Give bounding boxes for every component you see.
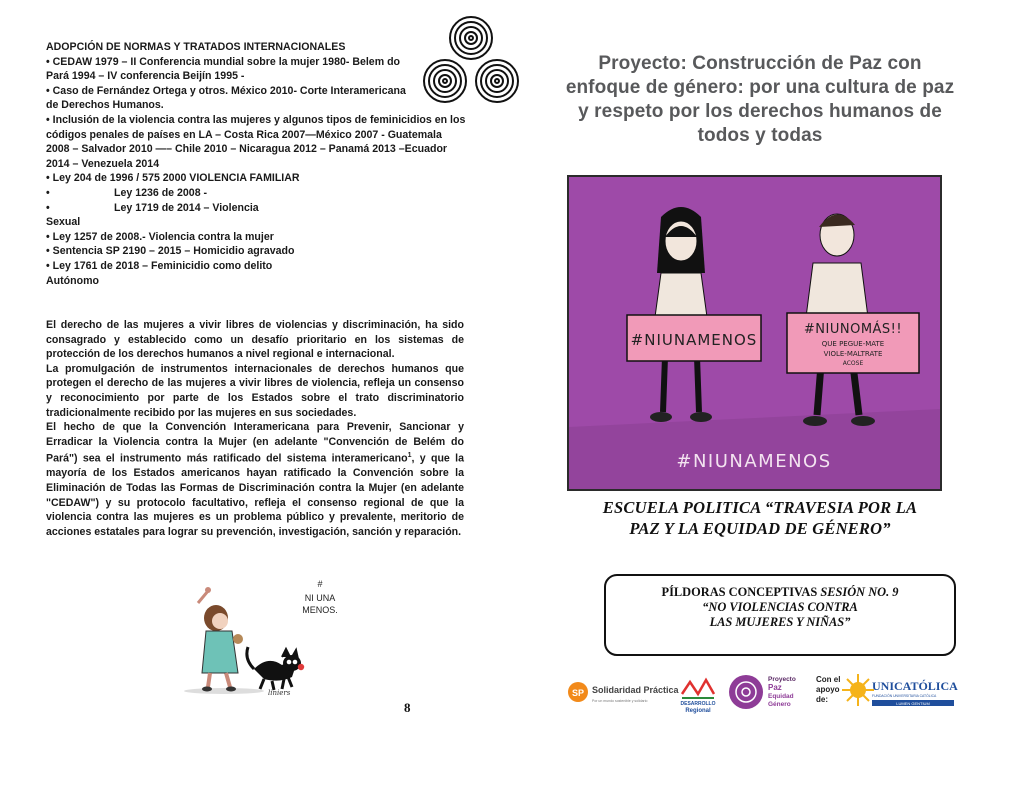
- bottom-hashtag: #NIUNAMENOS: [676, 451, 832, 472]
- school-title: ESCUELA POLITICA “TRAVESIA POR LA PAZ Y LA EQUIDAD DE GÉNERO”: [602, 498, 918, 538]
- desarrollo-line1: DESARROLLO: [680, 701, 716, 707]
- sp-badge: SP: [571, 688, 585, 698]
- norms-indented-item: • Ley 1236 de 2008 -: [46, 186, 208, 199]
- body-text: [46, 318, 464, 539]
- cartoon-sign-line: NI UNA: [304, 593, 336, 603]
- unicatolica-sub: FUNDACIÓN UNIVERSITARIA CATÓLICA: [872, 694, 937, 698]
- unicatolica-name: UNICATÓLICA: [872, 679, 958, 693]
- norms-line: • Ley 204 de 1996 / 575 2000 VIOLENCIA FAMILIAR: [46, 172, 300, 185]
- session-box: [604, 574, 956, 656]
- paragraph: El hecho de que la Convención Interamericana para Prevenir, Sancionar y Erradicar la Violencia contra la Mujer (en adelante "Convención de Belém do Pará") sea el instrumento más ratificado del sistema interamericano$^1$, y que la mayoría de los Estados americanos hayan ratificado la Convención sobre la Eliminación de Todas las Formas de Discriminación contra la Mujer (en adelante "CEDAW") y su protocolo facultativo, refleja el consenso regional de que la violencia contra las mujeres es un problema público y prevalente, meritorio de acciones estatales para lograr su prevención, investigación, sanción y reparación.: [46, 421, 464, 538]
- proyecto-line4: Género: [768, 701, 791, 708]
- apoyo-line3: de:: [816, 695, 828, 704]
- sign-right-text: ACOSE: [842, 360, 864, 367]
- norms-line: • Caso de Fernández Ortega y otros. México 2010- Corte Interamericana: [46, 84, 406, 97]
- session-line: PÍLDORAS CONCEPTIVAS SESIÓN NO. 9: [661, 585, 899, 599]
- norms-line: 2008 – Salvador 2010 —– Chile 2010 – Nicaragua 2012 – Panamá 2013 –Ecuador: [46, 143, 448, 156]
- sp-tagline: Por un mundo sostenible y solidario: [592, 699, 648, 703]
- norms-line: 2014 – Venezuela 2014: [46, 157, 160, 170]
- session-number: SESIÓN NO. 9: [820, 585, 899, 599]
- unicatolica-sun-icon: [842, 674, 874, 706]
- proyecto-line3: Equidad: [768, 693, 794, 700]
- norms-list: [46, 40, 466, 288]
- norms-line: códigos penales de países en LA – Costa Rica 2007—México 2007 - Guatemala: [46, 128, 442, 141]
- sign-right-text: #NIUNOMÁS!!: [803, 322, 903, 337]
- apoyo-line2: apoyo: [816, 685, 840, 694]
- proyecto-logo-icon: [729, 675, 763, 709]
- girl-and-cat-cartoon: [168, 573, 346, 697]
- norms-line: de Derechos Humanos.: [46, 99, 164, 112]
- norms-line: Sexual: [46, 216, 81, 229]
- sponsor-logos: [564, 668, 964, 714]
- norms-line: • Ley 1257 de 2008.- Violencia contra la mujer: [46, 230, 274, 243]
- desarrollo-logo-icon: [682, 680, 714, 694]
- proyecto-line1: Proyecto: [768, 676, 796, 683]
- norms-line: • CEDAW 1979 – II Conferencia mundial sobre la mujer 1980- Belem do: [46, 55, 401, 68]
- norms-line: Autónomo: [46, 274, 99, 287]
- session-topic: “NO VIOLENCIAS CONTRA: [702, 600, 858, 614]
- norms-heading: ADOPCIÓN DE NORMAS Y TRATADOS INTERNACIONALES: [46, 41, 346, 53]
- cartoon-sign-hash: #: [317, 579, 323, 589]
- desarrollo-line2: Regional: [685, 708, 711, 714]
- sign-right-text: QUE PEGUE-MATE: [821, 340, 885, 348]
- protest-drawing: [569, 177, 940, 489]
- norms-line: • Inclusión de la violencia contra las mujeres y algunos tipos de feminicidios en los: [46, 113, 466, 126]
- cartoon-sign-line: MENOS.: [302, 605, 338, 615]
- footnote-mark: 1: [407, 452, 412, 460]
- cartoon-signature: liniers: [268, 689, 291, 697]
- apoyo-line1: Con el: [816, 675, 841, 684]
- norms-line: • Sentencia SP 2190 – 2015 – Homicidio agravado: [46, 245, 295, 258]
- norms-indented-item: • Ley 1719 de 2014 – Violencia: [46, 201, 259, 214]
- session-topic: LAS MUJERES Y NIÑAS”: [709, 615, 851, 629]
- sp-name: Solidaridad Práctica: [592, 685, 679, 695]
- norms-line: • Ley 1761 de 2018 – Feminicidio como delito: [46, 259, 273, 272]
- proyecto-line2: Paz: [768, 683, 782, 692]
- bullet-icon: •: [46, 186, 50, 199]
- bullet-icon: •: [46, 201, 50, 214]
- sign-right-text: VIOLE-MALTRATE: [823, 350, 883, 358]
- protest-illustration: [567, 175, 942, 491]
- project-title: Proyecto: Construcción de Paz con enfoque de género: por una cultura de paz y respeto por los derechos humanos de todos y todas: [565, 53, 955, 146]
- page-number: 8: [404, 700, 411, 715]
- sign-left-text: #NIUNAMENOS: [630, 331, 758, 349]
- paragraph: El derecho de las mujeres a vivir libres de violencias y discriminación, ha sido consagrado y establecido como un desafío prioritario en los sistemas de protección de los derechos humanos a nivel regional e internacional.: [46, 319, 464, 361]
- norms-line: Pará 1994 – IV conferencia Beijín 1995 -: [46, 70, 245, 83]
- paragraph: La promulgación de instrumentos internacionales de derechos humanos que protegen el derecho de las mujeres a vivir libres de violencia, refleja un consenso y reconocimiento por parte de los Estados sobre el trato discriminatorio tradicionalmente recibido por las mujeres en sus sociedades.: [46, 362, 464, 419]
- unicatolica-motto: LUMEN GENTIUM: [896, 701, 930, 706]
